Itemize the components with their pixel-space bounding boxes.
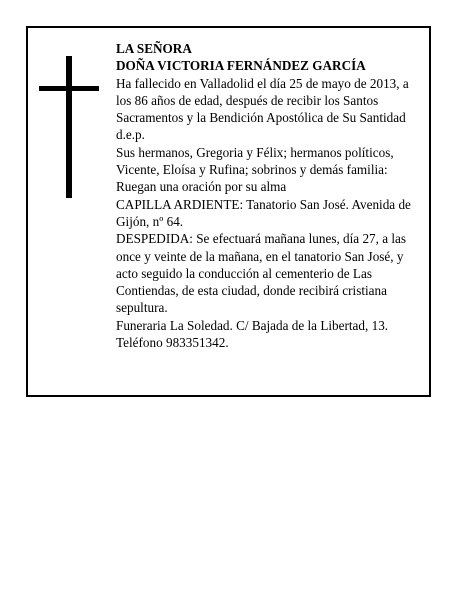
obituary-notice <box>26 26 431 397</box>
notice-prayer-request: Ruegan una oración por su alma <box>116 179 287 195</box>
notice-heading-name: DOÑA VICTORIA FERNÁNDEZ GARCÍA <box>116 58 366 74</box>
notice-death-announcement: Ha fallecido en Valladolid el día 25 de mayo de 2013, a los 86 años de edad, después de recibir los Santos Sacramentos y la Bendición Apostólica de Su Santidad d.e.p. <box>116 75 409 143</box>
cross-horizontal-bar <box>39 86 99 91</box>
cross-icon <box>39 56 99 198</box>
notice-family: Sus hermanos, Gregoria y Félix; hermanos políticos, Vicente, Eloísa y Rufina; sobrinos y demás familia: <box>116 144 394 178</box>
notice-wake-location: CAPILLA ARDIENTE: Tanatorio San José. Avenida de Gijón, nº 64. <box>116 196 411 229</box>
notice-text <box>116 40 426 351</box>
notice-heading-title: LA SEÑORA <box>116 41 192 56</box>
notice-farewell-details: DESPEDIDA: Se efectuará mañana lunes, día 27, a las once y veinte de la mañana, en el tanatorio San José, y acto seguido la conducción al cementerio de Las Contiendas, de esta ciudad, donde recibirá cristiana sepultura. <box>116 231 407 316</box>
cross-vertical-bar <box>66 56 72 198</box>
notice-funeral-home: Funeraria La Soledad. C/ Bajada de la Libertad, 13. Teléfono 983351342. <box>116 317 389 351</box>
